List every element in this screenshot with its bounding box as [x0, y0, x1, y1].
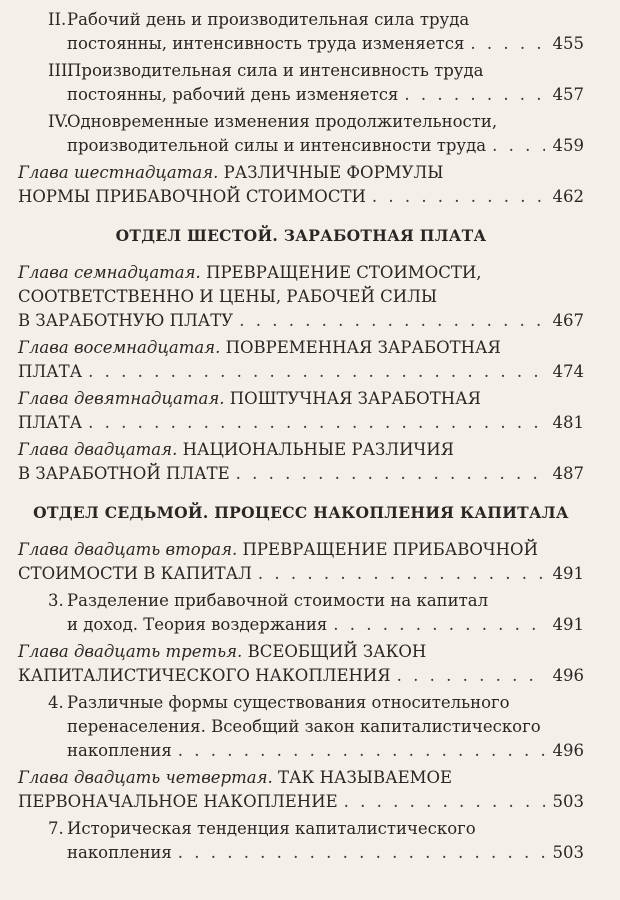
toc-last-line [48, 841, 584, 865]
toc-last-line [18, 185, 584, 209]
subsection-entry[interactable] [18, 589, 584, 637]
chapter-first-line [18, 766, 584, 790]
toc-entry-text: накопления [67, 741, 172, 760]
subsection-first-line [48, 817, 584, 841]
leader-dots [327, 613, 544, 637]
leader-dots [391, 664, 545, 688]
chapter-title: ПРЕВРАЩЕНИЕ СТОИМОСТИ, [206, 263, 482, 282]
chapter-entry[interactable] [18, 387, 584, 435]
subsection-number: 3. [48, 591, 64, 610]
chapter-first-line [18, 387, 584, 411]
chapter-label: Глава семнадцатая. [18, 263, 201, 282]
page-number: 455 [552, 34, 584, 53]
chapter-entry[interactable] [18, 261, 584, 333]
chapter-label: Глава двадцатая. [18, 440, 178, 459]
chapter-label: Глава восемнадцатая. [18, 338, 221, 357]
section-heading: ОТДЕЛ ШЕСТОЙ. ЗАРАБОТНАЯ ПЛАТА [115, 226, 487, 245]
chapter-title-line: СООТВЕТСТВЕННО И ЦЕНЫ, РАБОЧЕЙ СИЛЫ [18, 287, 438, 306]
page-number: 503 [552, 792, 584, 811]
chapter-first-line [18, 640, 584, 664]
page-number: 496 [552, 741, 584, 760]
toc-last-line [48, 134, 584, 158]
chapter-entry[interactable] [18, 161, 584, 209]
chapter-first-line [18, 336, 584, 360]
toc-last-line [18, 411, 584, 435]
toc-entry-text: накопления [67, 843, 172, 862]
toc-entry-text: производительной силы и интенсивности труда [67, 136, 487, 155]
toc-entry-text: ПЛАТА [18, 413, 83, 432]
chapter-label: Глава шестнадцатая. [18, 163, 219, 182]
chapter-label: Глава двадцать четвертая. [18, 768, 273, 787]
subsection-number: III. [48, 61, 73, 80]
chapter-entry[interactable] [18, 538, 584, 586]
toc-last-line [18, 309, 584, 333]
subsection-first-line [48, 59, 584, 83]
leader-dots [398, 83, 544, 107]
toc-entry-text: постоянны, рабочий день изменяется [67, 85, 399, 104]
leader-dots [366, 185, 545, 209]
chapter-first-line [18, 538, 584, 562]
subsection-title: Производительная сила и интенсивность труда [67, 61, 484, 80]
subsection-title: Различные формы существования относительного [67, 693, 510, 712]
subsection-title: Рабочий день и производительная сила труда [67, 10, 470, 29]
toc-last-line [48, 613, 584, 637]
subsection-first-line [48, 589, 584, 613]
chapter-first-line [18, 438, 584, 462]
toc-entry-text: КАПИТАЛИСТИЧЕСКОГО НАКОПЛЕНИЯ [18, 666, 391, 685]
page-number: 474 [552, 362, 584, 381]
leader-dots [252, 562, 545, 586]
subsection-number: 4. [48, 693, 64, 712]
chapter-title: ВСЕОБЩИЙ ЗАКОН [247, 642, 427, 661]
page-number: 487 [552, 464, 584, 483]
section-heading: ОТДЕЛ СЕДЬМОЙ. ПРОЦЕСС НАКОПЛЕНИЯ КАПИТАЛА [33, 503, 569, 522]
leader-dots [172, 841, 545, 865]
page-number: 462 [552, 187, 584, 206]
chapter-first-line [18, 261, 584, 285]
table-of-contents [18, 8, 584, 865]
leader-dots [338, 790, 545, 814]
subsection-entry[interactable] [18, 817, 584, 865]
chapter-first-line [18, 161, 584, 185]
page-number: 459 [552, 136, 584, 155]
chapter-label: Глава двадцать третья. [18, 642, 243, 661]
leader-dots [172, 739, 545, 763]
toc-entry-text: В ЗАРАБОТНУЮ ПЛАТУ [18, 311, 234, 330]
subsection-first-line [48, 8, 584, 32]
chapter-title: ПОШТУЧНАЯ ЗАРАБОТНАЯ [229, 389, 481, 408]
subsection-first-line [48, 110, 584, 134]
page-number: 481 [552, 413, 584, 432]
chapter-entry[interactable] [18, 336, 584, 384]
toc-entry-text: постоянны, интенсивность труда изменяется [67, 34, 465, 53]
subsection-title: Разделение прибавочной стоимости на капитал [67, 591, 489, 610]
toc-last-line [18, 360, 584, 384]
chapter-title: НАЦИОНАЛЬНЫЕ РАЗЛИЧИЯ [182, 440, 454, 459]
toc-last-line [48, 32, 584, 56]
toc-last-line [18, 664, 584, 688]
chapter-entry[interactable] [18, 438, 584, 486]
page-number: 491 [552, 564, 584, 583]
subsection-title-line: перенаселения. Всеобщий закон капиталистического [67, 717, 541, 736]
subsection-entry[interactable] [18, 59, 584, 107]
leader-dots [486, 134, 544, 158]
toc-last-line [18, 790, 584, 814]
subsection-entry[interactable] [18, 691, 584, 763]
toc-entry-text: В ЗАРАБОТНОЙ ПЛАТЕ [18, 464, 230, 483]
page-number: 491 [552, 615, 584, 634]
toc-entry-text: ПЕРВОНАЧАЛЬНОЕ НАКОПЛЕНИЕ [18, 792, 338, 811]
subsection-first-line [48, 691, 584, 715]
chapter-title: РАЗЛИЧНЫЕ ФОРМУЛЫ [223, 163, 444, 182]
toc-entry-text: СТОИМОСТИ В КАПИТАЛ [18, 564, 252, 583]
leader-dots [464, 32, 544, 56]
chapter-label: Глава двадцать вторая. [18, 540, 238, 559]
leader-dots [82, 360, 544, 384]
page-number: 457 [552, 85, 584, 104]
leader-dots [230, 462, 545, 486]
toc-last-line [48, 83, 584, 107]
chapter-title: ПРЕВРАЩЕНИЕ ПРИБАВОЧНОЙ [242, 540, 538, 559]
subsection-number: IV. [48, 112, 69, 131]
leader-dots [82, 411, 544, 435]
page-number: 496 [552, 666, 584, 685]
subsection-entry[interactable] [18, 110, 584, 158]
chapter-title: ТАК НАЗЫВАЕМОЕ [278, 768, 453, 787]
toc-last-line [18, 562, 584, 586]
page-number: 503 [552, 843, 584, 862]
leader-dots [233, 309, 544, 333]
toc-entry-text: ПЛАТА [18, 362, 83, 381]
chapter-entry[interactable] [18, 640, 584, 688]
page-number: 467 [552, 311, 584, 330]
toc-last-line [18, 462, 584, 486]
subsection-number: II. [48, 10, 67, 29]
toc-entry-text: НОРМЫ ПРИБАВОЧНОЙ СТОИМОСТИ [18, 187, 366, 206]
subsection-entry[interactable] [18, 8, 584, 56]
subsection-number: 7. [48, 819, 64, 838]
toc-last-line [48, 739, 584, 763]
subsection-title: Историческая тенденция капиталистического [67, 819, 476, 838]
chapter-title: ПОВРЕМЕННАЯ ЗАРАБОТНАЯ [225, 338, 501, 357]
chapter-entry[interactable] [18, 766, 584, 814]
toc-entry-text: и доход. Теория воздержания [67, 615, 328, 634]
chapter-label: Глава девятнадцатая. [18, 389, 225, 408]
subsection-title: Одновременные изменения продолжительности, [67, 112, 498, 131]
